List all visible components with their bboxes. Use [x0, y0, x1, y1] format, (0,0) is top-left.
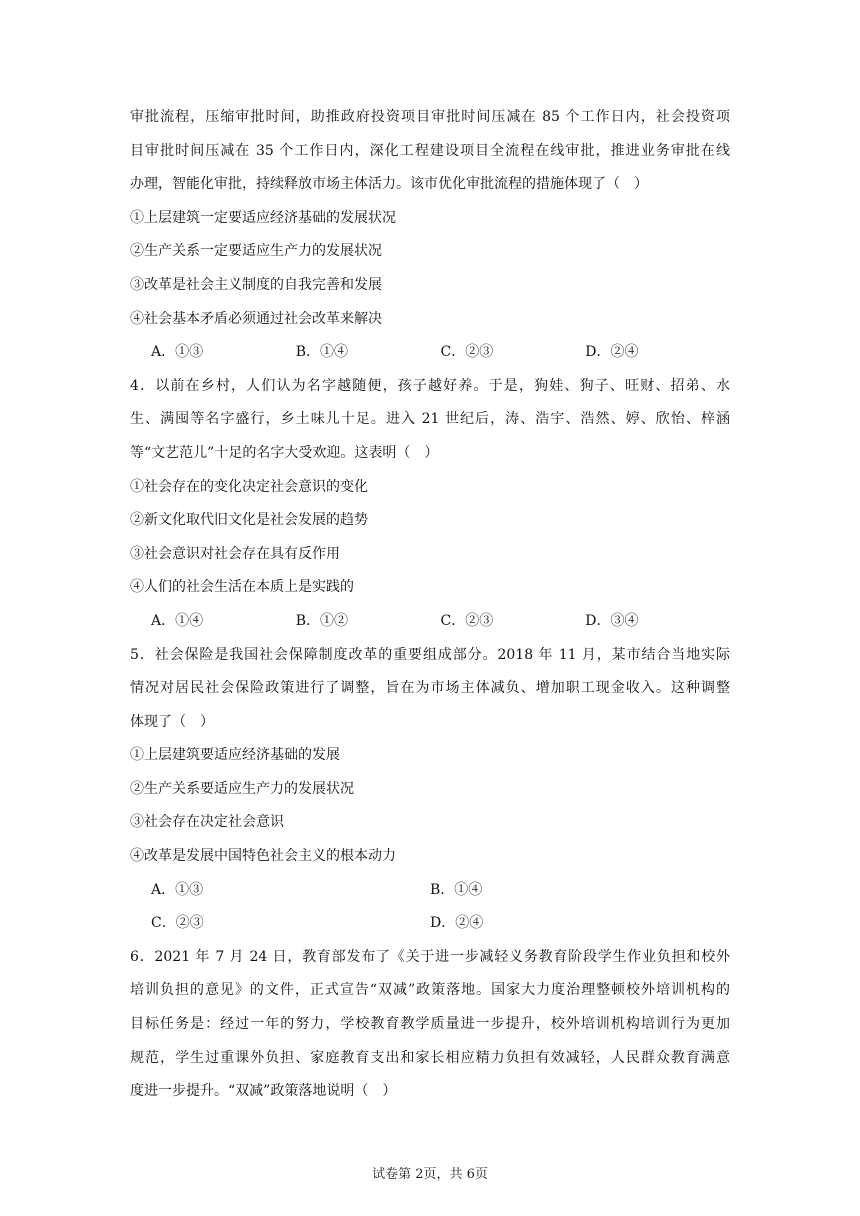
question-stem-line: 5．社会保险是我国社会保障制度改革的重要组成部分。2018 年 11 月，某市结合当地实际 — [130, 646, 730, 663]
question-stem-line: 度进一步提升。“双减”政策落地说明（ ） — [130, 1083, 397, 1100]
option-a: A．①③ — [151, 344, 204, 361]
question-stem-line: 目审批时间压减在 35 个工作日内，深化工程建设项目全流程在线审批，推进业务审批在线 — [130, 142, 730, 159]
answer-options — [130, 605, 730, 639]
statement: ②生产关系要适应生产力的发展状况 — [130, 780, 354, 797]
question-stem-line: 培训负担的意见》的文件，正式宣告“双减”政策落地。国家大力度治理整顿校外培训机构的 — [130, 982, 730, 999]
question-stem-line: 生、满囤等名字盛行，乡土味儿十足。进入 21 世纪后，涛、浩宇、浩然、婷、欣怡、梓涵 — [130, 411, 730, 428]
page-footer: 试卷第 2页，共 6页 — [372, 1167, 488, 1182]
answer-options — [130, 874, 730, 908]
question-5 — [130, 639, 730, 941]
question-stem-line: 体现了（ ） — [130, 713, 214, 730]
question-4 — [130, 370, 730, 639]
answer-options — [130, 907, 730, 941]
statement: ②生产关系一定要适应生产力的发展状况 — [130, 243, 382, 260]
option-a: A．①④ — [151, 612, 204, 629]
statement: ③社会存在决定社会意识 — [130, 814, 284, 831]
page-content — [130, 101, 730, 1109]
question-6 — [130, 941, 730, 1109]
question-stem-line: 4．以前在乡村，人们认为名字越随便，孩子越好养。于是，狗娃、狗子、旺财、招弟、水 — [130, 377, 730, 394]
option-d: D．③④ — [585, 612, 639, 629]
statement: ①上层建筑一定要适应经济基础的发展状况 — [130, 209, 396, 226]
option-b: B．①② — [295, 612, 349, 629]
question-stem-line: 6．2021 年 7 月 24 日，教育部发布了《关于进一步减轻义务教育阶段学生作业负担和校外 — [130, 948, 730, 965]
statement: ③社会意识对社会存在具有反作用 — [130, 545, 340, 562]
statement: ①社会存在的变化决定社会意识的变化 — [130, 478, 368, 495]
statement: ①上层建筑要适应经济基础的发展 — [130, 747, 340, 764]
option-d: D．②④ — [430, 915, 484, 932]
question-stem-line: 办理，智能化审批，持续释放市场主体活力。该市优化审批流程的措施体现了（ ） — [130, 176, 648, 193]
question-stem-line: 规范，学生过重课外负担、家庭教育支出和家长相应精力负担有效减轻，人民群众教育满意 — [130, 1049, 730, 1066]
option-c: C．②③ — [440, 344, 494, 361]
option-a: A．①③ — [151, 881, 204, 898]
question-stem-line: 审批流程，压缩审批时间，助推政府投资项目审批时间压减在 85 个工作日内，社会投资项 — [130, 109, 730, 125]
question-3 — [130, 101, 730, 370]
option-c: C．②③ — [440, 612, 494, 629]
statement: ④社会基本矛盾必须通过社会改革来解决 — [130, 310, 382, 327]
option-c: C．②③ — [151, 915, 204, 932]
statement: ④改革是发展中国特色社会主义的根本动力 — [130, 848, 396, 865]
statement: ④人们的社会生活在本质上是实践的 — [130, 579, 354, 596]
option-b: B．①④ — [430, 881, 483, 898]
statement: ②新文化取代旧文化是社会发展的趋势 — [130, 512, 368, 529]
option-b: B．①④ — [295, 344, 349, 361]
question-stem-line: 目标任务是：经过一年的努力，学校教育教学质量进一步提升，校外培训机构培训行为更加 — [130, 1016, 730, 1033]
answer-options — [130, 336, 730, 370]
option-d: D．②④ — [585, 344, 639, 361]
question-stem-line: 情况对居民社会保险政策进行了调整，旨在为市场主体减负、增加职工现金收入。这种调整 — [130, 680, 730, 697]
statement: ③改革是社会主义制度的自我完善和发展 — [130, 276, 382, 293]
question-stem-line: 等“文艺范儿”十足的名字大受欢迎。这表明（ ） — [130, 444, 439, 461]
